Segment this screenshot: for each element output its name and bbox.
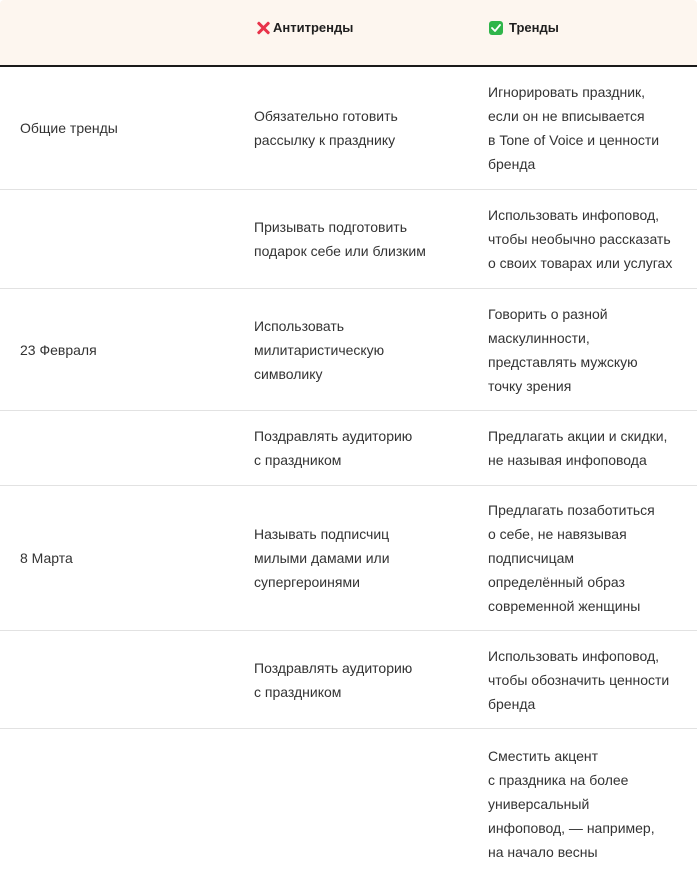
row-category: 23 Февраля	[20, 341, 97, 358]
table-row	[0, 729, 697, 879]
table-row	[0, 631, 697, 729]
row-antitrend: Использовать милитаристическую символику	[254, 317, 385, 382]
row-category	[20, 190, 230, 288]
header-antitrends	[256, 20, 353, 35]
header-trends	[489, 20, 559, 35]
row-category	[20, 411, 230, 485]
table-row	[0, 67, 697, 190]
row-trend: Использовать инфоповод, чтобы обозначить ценности бренда	[488, 647, 670, 712]
check-icon	[489, 21, 503, 35]
row-trend: Сместить акцент с праздника на более универсальный инфоповод, — например, на начало весны	[488, 748, 655, 860]
table-row	[0, 190, 697, 289]
row-category: Общие тренды	[20, 120, 118, 136]
row-antitrend	[254, 729, 469, 879]
header-trends-label: Тренды	[509, 20, 559, 35]
header-antitrends-label: Антитренды	[273, 20, 354, 35]
row-antitrend: Называть подписчиц милыми дамами или супергероинями	[254, 526, 390, 590]
row-trend: Игнорировать праздник, если он не вписывается в Tone of Voice и ценности бренда	[488, 84, 660, 172]
row-antitrend: Призывать подготовить подарок себе или близким	[254, 219, 426, 259]
table-row	[0, 411, 697, 486]
row-category	[20, 729, 230, 879]
table-row	[0, 486, 697, 631]
row-trend: Говорить о разной маскулинности, представлять мужскую точку зрения	[488, 305, 638, 394]
row-trend: Предлагать позаботиться о себе, не навязывая подписчицам определённый образ современной женщины	[488, 502, 655, 614]
cross-icon	[256, 21, 270, 35]
row-trend: Использовать инфоповод, чтобы необычно рассказать о своих товарах или услугах	[488, 207, 673, 271]
table-header	[0, 0, 697, 67]
row-category	[20, 631, 230, 728]
row-category: 8 Марта	[20, 550, 73, 566]
row-trend: Предлагать акции и скидки, не называя инфоповода	[488, 428, 668, 468]
row-antitrend: Обязательно готовить рассылку к празднику	[254, 108, 398, 148]
table-row	[0, 289, 697, 411]
row-antitrend: Поздравлять аудиторию с праздником	[254, 659, 413, 700]
row-antitrend: Поздравлять аудиторию с праздником	[254, 428, 413, 468]
